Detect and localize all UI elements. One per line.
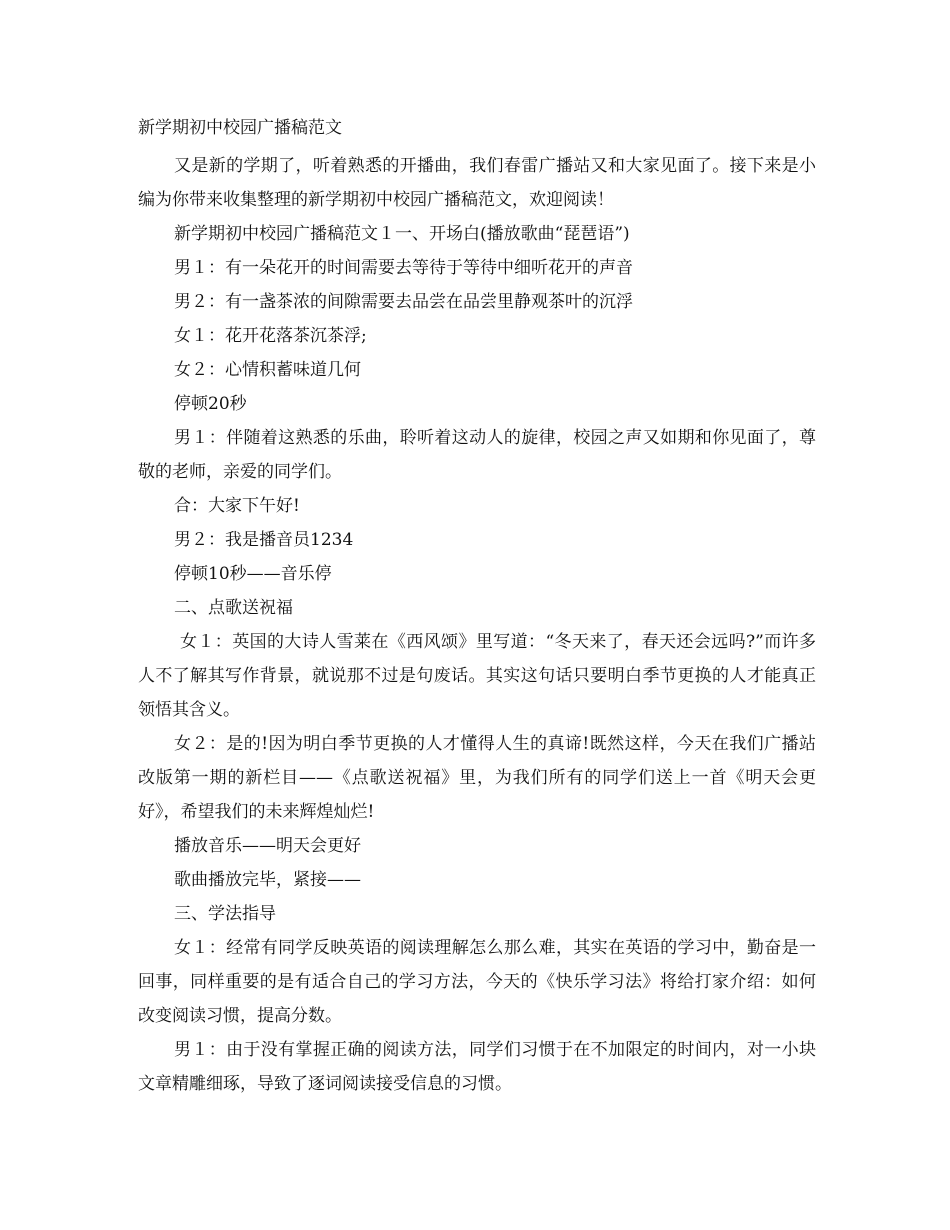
paragraph-line: 女１：花开花落茶沉茶浮;: [174, 326, 367, 346]
paragraph-pause: 停顿20秒: [174, 394, 247, 414]
document-title: 新学期初中校园广播稿范文: [138, 118, 342, 138]
section-heading: 二、点歌送祝福: [174, 598, 293, 618]
section-heading: 三、学法指导: [174, 904, 276, 924]
paragraph-line: 歌曲播放完毕，紧接——: [174, 870, 361, 890]
paragraph-line: 男１：有一朵花开的时间需要去等待于等待中细听花开的声音: [174, 258, 633, 278]
document-page: [138, 116, 816, 1101]
paragraph-line: 女２：是的!因为明白季节更换的人才懂得人生的真谛!既然这样，今天在我们广播站改版第一期的新栏目——《点歌送祝福》里，为我们所有的同学们送上一首《明天会更好》，希望我们的未来辉煌灿烂!: [138, 734, 816, 822]
paragraph-line: 女２：心情积蓄味道几何: [174, 360, 361, 380]
paragraph-line: 女１：经常有同学反映英语的阅读理解怎么那么难，其实在英语的学习中，勤奋是一回事，同样重要的是有适合自己的学习方法，今天的《快乐学习法》将给打家介绍：如何改变阅读习惯，提高分数。: [138, 938, 816, 1026]
paragraph-pause: 停顿10秒——音乐停: [174, 564, 332, 584]
paragraph-line: 男２：有一盏茶浓的间隙需要去品尝在品尝里静观茶叶的沉浮: [174, 292, 633, 312]
paragraph-line: 播放音乐——明天会更好: [174, 836, 361, 856]
paragraph-line: 合：大家下午好!: [174, 496, 300, 516]
paragraph-opening-heading: 新学期初中校园广播稿范文１一、开场白(播放歌曲“琵琶语”): [174, 224, 630, 244]
paragraph-line: 男１：伴随着这熟悉的乐曲，聆听着这动人的旋律，校园之声又如期和你见面了，尊敬的老师，亲爱的同学们。: [138, 428, 816, 482]
paragraph-line: 男２：我是播音员1234: [174, 530, 354, 550]
paragraph-intro: 又是新的学期了，听着熟悉的开播曲，我们春雷广播站又和大家见面了。接下来是小编为你带来收集整理的新学期初中校园广播稿范文，欢迎阅读！: [138, 156, 816, 210]
paragraph-line: 女１：英国的大诗人雪莱在《西风颂》里写道：“冬天来了，春天还会远吗?”而许多人不了解其写作背景，就说那不过是句废话。其实这句话只要明白季节更换的人才能真正领悟其含义。: [138, 632, 816, 720]
paragraph-line: 男１：由于没有掌握正确的阅读方法，同学们习惯于在不加限定的时间内，对一小块文章精雕细琢，导致了逐词阅读接受信息的习惯。: [138, 1040, 816, 1094]
